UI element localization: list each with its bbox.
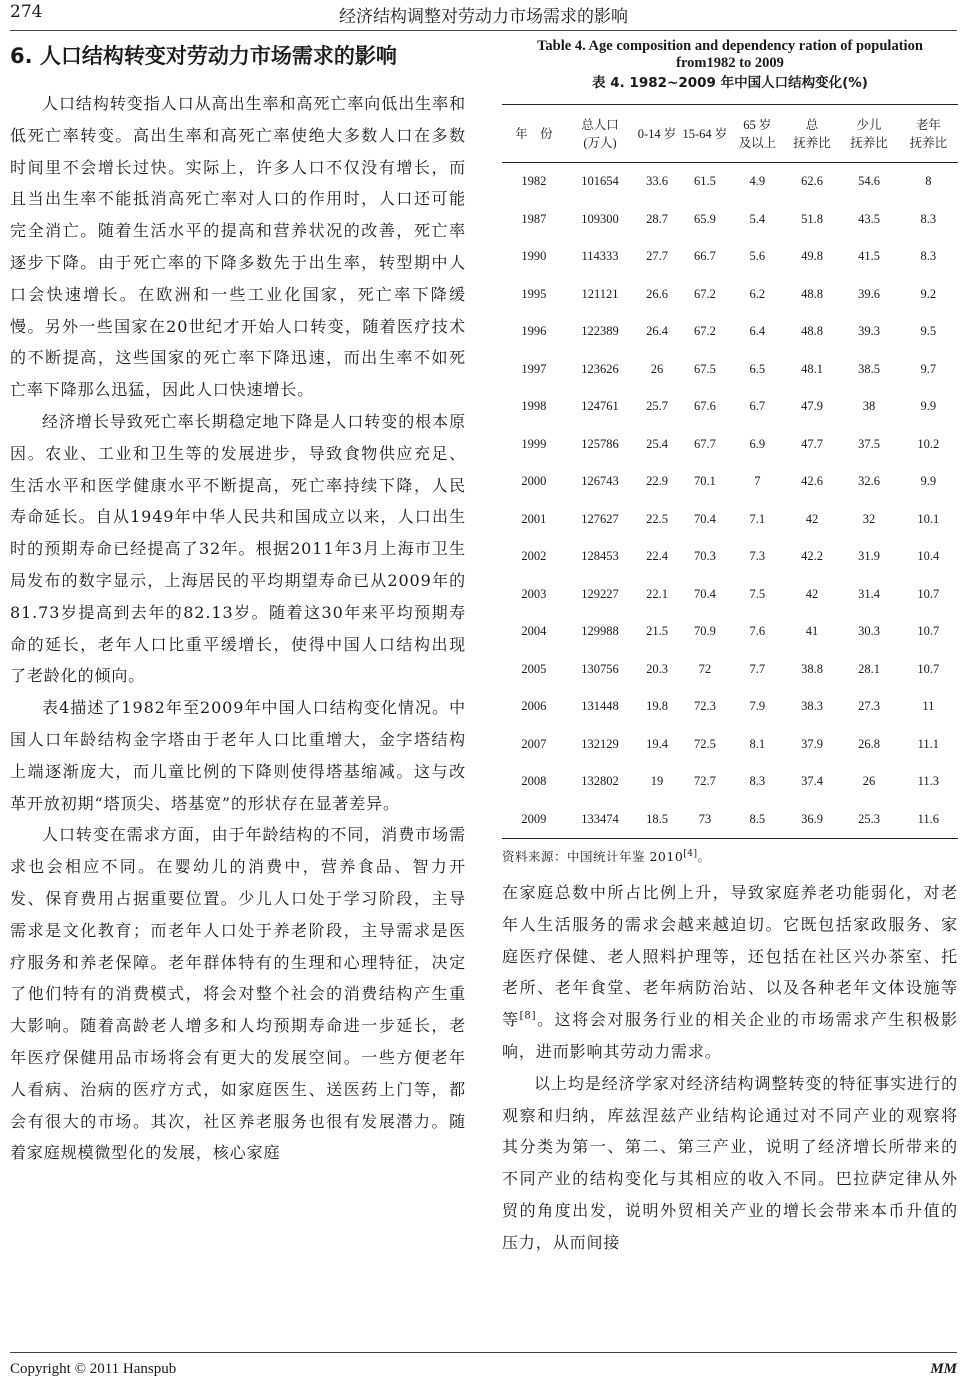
table-cell: 1998 [521,399,547,414]
right-column [502,38,958,1259]
table-cell: 26 [650,361,664,376]
table-cell: 61.5 [693,174,716,189]
table-row [502,576,958,614]
body-paragraph: 人口结构转变指人口从高出生率和高死亡率向低出生率和低死亡率转变。高出生率和高死亡率使绝大多数人口在多数时间里不会增长过快。实际上，许多人口不仅没有增长，而且当出生率不能抵消高死亡率对人口的作用时，人口还可能完全消亡。随着生活水平的提高和营养状况的改善，死亡率逐步下降。由于死亡率的下降多数先于出生率，转型期中人口会快速增长。在欧洲和一些工业化国家，死亡率下降缓慢。另外一些国家在20世纪才开始人口转变，随着医疗技术的不断提高，这些国家的死亡率下降迅速，而出生率不如死亡率下降那么迅猛，因此人口快速增长。 [10,94,466,400]
table-row [502,538,958,576]
table-cell: 1996 [521,324,547,339]
table-cell: 129227 [581,586,619,601]
col-header-old-dependency: 老年 抚养比 [899,105,958,163]
table-cell: 51.8 [801,211,823,226]
table-cell: 2006 [521,699,547,714]
table-cell: 49.8 [801,249,823,264]
table-cell: 2003 [521,586,547,601]
table-cell: 28.7 [646,211,668,226]
table-cell: 67.7 [693,436,716,451]
table-cell: 7.1 [749,511,766,526]
table-cell: 22.1 [646,586,668,601]
table-cell: 39.3 [858,324,880,339]
table-cell: 21.5 [646,624,668,639]
table-row [502,463,958,501]
table-cell: 22.9 [646,474,668,489]
table-cell: 42.6 [801,474,823,489]
table-row [502,276,958,314]
table-cell: 10.7 [917,661,940,676]
table-cell: 62.6 [801,174,823,189]
col-header-total: 总人口 (万人) [566,105,634,163]
table-cell: 10.4 [917,549,940,564]
table-cell: 19.4 [646,736,668,751]
table-cell: 2004 [521,624,547,639]
table-cell: 72.5 [693,736,716,751]
table-cell: 9.5 [920,324,937,339]
table-cell: 1997 [521,361,547,376]
page-number: 274 [10,2,43,22]
table-cell: 67.2 [693,324,716,339]
table-cell: 19.8 [646,699,668,714]
col-header-child-dependency: 少儿 抚养比 [839,105,898,163]
table-cell: 10.2 [917,436,940,451]
table-cell: 7.5 [749,586,766,601]
col-header-0-14: 0-14 岁 [634,105,680,163]
table-cell: 2009 [502,801,566,839]
table-cell: 132802 [581,774,619,789]
table-row [502,688,958,726]
journal-abbreviation: MM [930,1361,957,1377]
table-row [502,651,958,689]
reference-marker: [4] [683,848,698,859]
table-cell: 6.5 [749,361,766,376]
table-cell: 7.9 [749,699,766,714]
table-row [502,238,958,276]
table-cell: 70.3 [693,549,716,564]
table-cell: 25.7 [646,399,668,414]
table-cell: 70.1 [693,474,716,489]
table-cell: 9.9 [920,399,937,414]
table-cell: 9.9 [920,474,937,489]
table-cell: 8.3 [749,774,766,789]
table-cell: 70.9 [693,624,716,639]
body-paragraph: 在家庭总数中所占比例上升，导致家庭养老功能弱化，对老年人生活服务的需求会越来越迫切。它既包括家政服务、家庭医疗保健、老人照料护理等，还包括在社区兴办茶室、托老所、老年食堂、老年病防治站、以及各种老年文体设施等等[8]。这将会对服务行业的相关企业的市场需求产生积极影响，进而影响其劳动力需求。 [502,883,958,1061]
col-header-15-64: 15-64 岁 [680,105,730,163]
table-cell: 33.6 [646,174,668,189]
table-cell: 39.6 [858,286,880,301]
table-cell: 8.3 [920,249,937,264]
table-cell: 19 [650,774,664,789]
page-header [10,0,957,31]
table-row [502,501,958,539]
table-row [502,313,958,351]
table-cell: 26 [862,774,876,789]
table-cell: 73 [680,801,730,839]
table-body [502,163,958,839]
body-paragraph: 人口转变在需求方面，由于年龄结构的不同，消费市场需求也会相应不同。在婴幼儿的消费中，营养食品、智力开发、保育费用占据重要位置。少儿人口处于学习阶段，主导需求是文化教育；而老年人口处于养老阶段，主导需求是医疗服务和养老保障。老年群体特有的生理和心理特征，决定了他们特有的消费模式，将会对整个社会的消费结构产生重大影响。随着高龄老人增多和人均预期寿命进一步延长，老年医疗保健用品市场将会有更大的发展空间。一些方便老年人看病、治病的医疗方式，如家庭医生、送医药上门等，都会有很大的市场。其次，社区养老服务也很有发展潜力。随着家庭规模微型化的发展，核心家庭 [10,825,466,1163]
table-cell: 126743 [581,474,619,489]
table-cell: 72.3 [693,699,716,714]
table-cell: 43.5 [858,211,880,226]
table-cell: 7.7 [749,661,766,676]
table-cell: 11.1 [917,736,940,751]
table-cell: 7.3 [749,549,766,564]
table-cell: 70.4 [693,586,716,601]
table-cell: 1995 [521,286,547,301]
table-header-row [502,105,958,163]
table-cell: 123626 [581,361,619,376]
table-cell: 42.2 [801,549,823,564]
table-cell: 130756 [581,661,619,676]
copyright-notice: Copyright © 2011 Hanspub [10,1361,177,1377]
table-cell: 129988 [581,624,619,639]
table-cell: 131448 [581,699,619,714]
table-cell: 26.6 [646,286,668,301]
table-cell: 20.3 [646,661,668,676]
table-cell: 7 [754,474,761,489]
reference-marker: [8] [519,1010,537,1022]
table-cell: 6.4 [749,324,766,339]
table-cell: 7.6 [749,624,766,639]
table-cell: 25.3 [839,801,898,839]
table-source-note: 资料来源：中国统计年鉴 2010[4]。 [502,848,711,864]
table-cell: 38.3 [801,699,823,714]
table-cell: 10.7 [917,624,940,639]
table-cell: 66.7 [693,249,716,264]
table-cell: 8.3 [920,211,937,226]
page-footer [10,1352,957,1387]
table-cell: 72 [698,661,712,676]
section-heading: 6. 人口结构转变对劳动力市场需求的影响 [10,44,397,68]
table-cell: 37.4 [801,774,823,789]
table-cell: 41 [805,624,819,639]
body-paragraph: 经济增长导致死亡率长期稳定地下降是人口转变的根本原因。农业、工业和卫生等的发展进步，导致食物供应充足、生活水平和医学健康水平不断提高，死亡率持续下降，人民寿命延长。自从1949年中华人民共和国成立以来，人口出生时的预期寿命已经提高了32年。根据2011年3月上海市卫生局发布的数字显示，上海居民的平均期望寿命已从2009年的81.73岁提高到去年的82.13岁。随着这30年来平均预期寿命的延长，老年人口比重平缓增长，使得中国人口结构出现了老龄化的倾向。 [10,411,466,686]
table-cell: 124761 [581,399,619,414]
body-paragraph: 以上均是经济学家对经济结构调整转变的特征事实进行的观察和归纳，库兹涅兹产业结构论通过对不同产业的观察将其分类为第一、第二、第三产业，说明了经济增长所带来的不同产业的结构变化与其相应的收入不同。巴拉萨定律从外贸的角度出发，说明外贸相关产业的增长会带来本币升值的压力，从而间接 [502,1073,958,1252]
table-cell: 8 [925,174,932,189]
running-title: 经济结构调整对劳动力市场需求的影响 [339,7,628,27]
table-caption-zh: 表 4. 1982~2009 年中国人口结构变化(%) [592,75,868,91]
table-cell: 6.9 [749,436,766,451]
table-cell: 26.8 [858,736,880,751]
table-cell: 133474 [566,801,634,839]
table-cell: 26.4 [646,324,668,339]
table-row [502,426,958,464]
table-cell: 67.2 [693,286,716,301]
table-cell: 9.2 [920,286,937,301]
table-cell: 122389 [581,324,619,339]
table-cell: 27.7 [646,249,668,264]
table-cell: 41.5 [858,249,880,264]
table-cell: 37.5 [858,436,880,451]
table-row [502,351,958,389]
table-cell: 38.5 [858,361,880,376]
body-paragraph: 表4描述了1982年至2009年中国人口结构变化情况。中国人口年龄结构金字塔由于老年人口比重增大，金字塔结构上端逐渐庞大，而儿童比例的下降则使得塔基缩减。这与改革开放初期“塔顶尖、塔基宽”的形状存在显著差异。 [10,698,466,813]
table-cell: 42 [805,586,819,601]
table-cell: 2007 [521,736,547,751]
table-cell: 11 [922,699,935,714]
table-row [502,763,958,801]
table-cell: 10.7 [917,586,940,601]
table-caption-en-line2: from1982 to 2009 [676,55,784,71]
table-cell: 10.1 [917,511,940,526]
table-cell: 36.9 [785,801,840,839]
table-cell: 6.7 [749,399,766,414]
table-cell: 48.1 [801,361,823,376]
table-cell: 1990 [521,249,547,264]
table-row [502,726,958,764]
population-table [502,104,958,839]
table-cell: 2000 [521,474,547,489]
table-cell: 2002 [521,549,547,564]
table-cell: 2001 [521,511,547,526]
table-cell: 31.4 [858,586,880,601]
table-cell: 31.9 [858,549,880,564]
table-cell: 4.9 [749,174,766,189]
table-cell: 48.8 [801,324,823,339]
table-cell: 47.9 [801,399,823,414]
table-cell: 114333 [581,249,619,264]
table-cell: 67.6 [693,399,716,414]
table-cell: 22.4 [646,549,668,564]
table-cell: 1982 [521,174,547,189]
table-cell: 72.7 [693,774,716,789]
table-row [502,801,958,839]
table-cell: 101654 [581,174,619,189]
table-cell: 11.6 [899,801,958,839]
col-header-65: 65 岁 及以上 [730,105,785,163]
table-cell: 25.4 [646,436,668,451]
table-caption [502,38,958,94]
table-cell: 47.7 [801,436,823,451]
table-cell: 2008 [521,774,547,789]
table-cell: 38 [862,399,876,414]
table-cell: 8.1 [749,736,766,751]
table-row [502,163,958,201]
table-cell: 67.5 [693,361,716,376]
left-column [10,38,466,1169]
table-cell: 125786 [581,436,619,451]
table-cell: 48.8 [801,286,823,301]
table-row [502,201,958,239]
table-cell: 22.5 [646,511,668,526]
table-cell: 37.9 [801,736,823,751]
table-cell: 109300 [581,211,619,226]
table-cell: 30.3 [858,624,880,639]
table-cell: 127627 [581,511,619,526]
table-cell: 8.5 [730,801,785,839]
table-cell: 5.4 [749,211,766,226]
table-cell: 54.6 [858,174,880,189]
table-cell: 28.1 [858,661,880,676]
table-cell: 128453 [581,549,619,564]
table-cell: 2005 [521,661,547,676]
table-cell: 32 [862,511,876,526]
table-cell: 18.5 [634,801,680,839]
table-cell: 32.6 [858,474,880,489]
table-row [502,388,958,426]
table-cell: 121121 [581,286,619,301]
table-cell: 42 [805,511,819,526]
table-cell: 1987 [521,211,547,226]
table-cell: 6.2 [749,286,766,301]
table-cell: 27.3 [858,699,880,714]
table-caption-en-line1: Table 4. Age composition and dependency ration of population [537,38,923,54]
table-cell: 38.8 [801,661,823,676]
col-header-total-dependency: 总 抚养比 [785,105,840,163]
table-row [502,613,958,651]
table-cell: 9.7 [920,361,937,376]
table-cell: 70.4 [693,511,716,526]
table-cell: 132129 [581,736,619,751]
table-cell: 65.9 [693,211,716,226]
table-cell: 1999 [521,436,547,451]
table-cell: 11.3 [917,774,940,789]
table-cell: 5.6 [749,249,766,264]
col-header-year: 年 份 [502,105,566,163]
